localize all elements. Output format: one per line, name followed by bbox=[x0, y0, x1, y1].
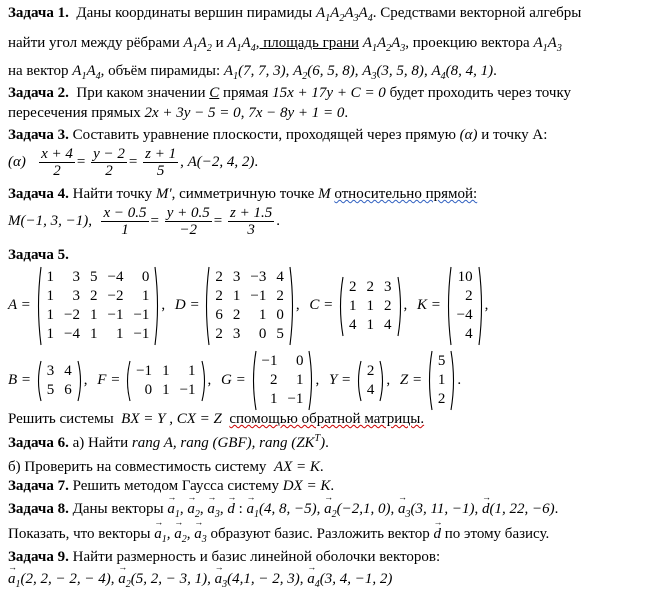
task6-line2: б) Проверить на совместимость систему AX = K. bbox=[8, 459, 324, 475]
var-c: C bbox=[209, 85, 220, 101]
matrix-g-label: G = bbox=[221, 371, 250, 388]
task4-line1 bbox=[8, 187, 477, 202]
task1-line3: на вектор $A_1A_4$, объём пирамиды: $A_1(7$, 7, 3), $A_2(6$, 5, 8), $A_3(3$, 5, 8), $A_4(8$, 4, 1). bbox=[8, 63, 497, 82]
matrix-c-cell: 3 bbox=[384, 278, 392, 295]
edge-a1a2: $A_1A_2$ bbox=[183, 35, 212, 54]
task7-text: Решить методом Гаусса систему bbox=[72, 478, 279, 494]
matrix-d-cell: −3 bbox=[250, 269, 267, 285]
matrix-a-cell: −1 bbox=[107, 307, 124, 323]
matrix-f-cell: −1 bbox=[136, 362, 153, 379]
task4-line2: M(−1, 3, −1), $\frac{x - 0.5}{1}$ = $\frac{y + 0.5}{-2}$ = $\frac{z + 1.5}{3}$ . bbox=[8, 205, 280, 238]
task6-rang-expr: rang A, rang (GBF), rang (ZK bbox=[131, 435, 315, 451]
t3-frac-x-den: 2 bbox=[53, 163, 61, 179]
matrix-a-cell: 5 bbox=[89, 269, 98, 285]
point-a2-coords: (6, 5, 8) bbox=[307, 63, 355, 79]
task2-line2: пересечения прямых 2x + 3y − 5 = 0, 7x − 8y + 1 = 0. bbox=[8, 105, 349, 121]
task1-text-b: . Средствами векторной алгебры bbox=[372, 5, 582, 21]
matrix-k-label: K = bbox=[417, 297, 445, 314]
task1-text-c: найти угол между рёбрами bbox=[8, 35, 180, 51]
matrix-a-cell: 1 bbox=[89, 307, 98, 323]
point-a3: $A_3(3$, 5, 8) bbox=[362, 63, 424, 82]
matrix-row2 bbox=[8, 350, 467, 411]
matrix-f-cell: −1 bbox=[179, 381, 196, 398]
task3-line2: (α) $\frac{x + 4}{2}$ = $\frac{y - 2}{2}$ = $\frac{z + 1}{5}$ , A(−2, 4, 2). bbox=[8, 146, 259, 179]
matrix-d-cell: 1 bbox=[258, 307, 267, 323]
task3-text: Составить уравнение плоскости, проходящей через прямую bbox=[72, 127, 456, 143]
matrix-g-cell: 2 bbox=[269, 372, 278, 388]
matrix-a-cell: −4 bbox=[107, 269, 124, 285]
matrix-k-cell: −4 bbox=[456, 307, 473, 323]
task7-expr: DX = K bbox=[282, 478, 331, 494]
task6-b-expr: AX = K bbox=[273, 459, 320, 475]
matrix-d-cell: −1 bbox=[250, 288, 267, 304]
matrix-a-cell: −2 bbox=[107, 288, 124, 304]
t3-frac-z-num: z + 1 bbox=[145, 146, 177, 162]
matrix-c-cell: 4 bbox=[384, 316, 392, 333]
matrix-y-cell: 4 bbox=[366, 381, 375, 398]
task2-text-d: пересечения прямых bbox=[8, 105, 141, 121]
matrix-c-cell: 1 bbox=[366, 297, 374, 314]
matrix-c: C = 2 2 3 1 1 2 4 1 4 , bbox=[309, 297, 417, 313]
matrix-c-label: C = bbox=[309, 297, 337, 314]
matrix-a-cell: 1 bbox=[46, 269, 55, 285]
task1-title: Задача 1. bbox=[8, 5, 69, 21]
matrix-a-cell: 3 bbox=[72, 288, 80, 304]
task2-title: Задача 2. bbox=[8, 85, 69, 101]
t3-frac-z-den: 5 bbox=[156, 163, 165, 179]
task7-line: Задача 7. Решить методом Гаусса систему DX = K. bbox=[8, 478, 335, 494]
task1-area-text: , площадь грани bbox=[255, 35, 360, 51]
t4-frac-z bbox=[228, 205, 274, 238]
matrix-f-cell: 1 bbox=[188, 362, 196, 379]
t9-vec-a4-coords: (3, 4, −1, 2) bbox=[319, 571, 393, 587]
matrix-b-cell: 6 bbox=[64, 381, 72, 398]
t8-vec-a1: → $a_1(4$, 8, −5) bbox=[246, 501, 316, 517]
alpha-label: (α) bbox=[8, 153, 26, 170]
task3-text-b: и точку A: bbox=[481, 127, 548, 143]
t3-point: A(−2, 4, 2) bbox=[187, 153, 255, 170]
task8-title: Задача 8. bbox=[8, 501, 69, 517]
t4-frac-z-den: 3 bbox=[247, 222, 255, 238]
matrix-z-label: Z = bbox=[399, 371, 426, 388]
matrix-y-label: Y = bbox=[328, 371, 355, 388]
matrix-z-cell: 1 bbox=[437, 372, 446, 388]
task5-solve-b: спомощью обратной матрицы. bbox=[229, 411, 425, 427]
matrix-a-cell: −2 bbox=[64, 307, 80, 323]
matrix-a-cell: 1 bbox=[89, 326, 98, 342]
point-a1: $A_1(7$, 7, 3) bbox=[223, 63, 286, 82]
matrix-c-cell: 1 bbox=[366, 316, 374, 333]
task9-text: Найти размерность и базис линейной оболочки векторов: bbox=[72, 549, 441, 565]
task5-title-line bbox=[8, 248, 69, 263]
task1-onvec: на вектор bbox=[8, 63, 69, 79]
matrix-g-cell: −1 bbox=[287, 391, 304, 407]
matrix-c-cell: 2 bbox=[366, 278, 374, 295]
matrix-z: Z = 5 1 2 . bbox=[400, 372, 467, 388]
matrix-d-cell: 2 bbox=[215, 326, 223, 342]
matrix-a-cell: 1 bbox=[46, 326, 55, 342]
task6-title: Задача 6. bbox=[8, 435, 69, 451]
matrix-k: K = 10 2 −4 4 , bbox=[417, 297, 494, 313]
matrix-g: G = −1 0 2 1 1 −1 , bbox=[221, 372, 329, 388]
matrix-c-cell: 2 bbox=[384, 297, 392, 314]
matrix-d-label: D = bbox=[174, 297, 204, 314]
matrix-d-cell: 2 bbox=[215, 269, 223, 285]
alpha-symbol: (α) bbox=[459, 127, 478, 143]
matrix-d-cell: 3 bbox=[232, 269, 241, 285]
matrix-k-cell: 10 bbox=[457, 269, 473, 285]
t3-frac-y bbox=[91, 146, 127, 179]
t4-point: M(−1, 3, −1), bbox=[8, 212, 92, 229]
task8-l2-b: образуют базис. Разложить вектор bbox=[210, 526, 430, 542]
t4-frac-x bbox=[101, 205, 148, 238]
task9-line2: → $a_1(2$, 2, − 2, − 4), → $a_2(5$, 2, − 3, 1), → $a_3(4,1$, − 2, 3), → $a_4(3$, 4, −1, 2) bbox=[8, 572, 392, 587]
task8-l2-c: по этому базису. bbox=[444, 526, 550, 542]
t4-frac-x-den: 1 bbox=[121, 222, 129, 238]
matrix-d-cell: 2 bbox=[215, 288, 223, 304]
t8-vec-a1-coords: (4, 8, −5) bbox=[258, 501, 317, 517]
matrix-a-cell: −1 bbox=[133, 307, 150, 323]
task2-text-c: будет проходить через точку bbox=[389, 85, 572, 101]
task5-title: Задача 5. bbox=[8, 247, 69, 263]
matrix-row1 bbox=[8, 266, 494, 346]
task5-solve-eq: BX = Y , CX = Z bbox=[121, 411, 222, 427]
eq-main: 15x + 17y + C = 0 bbox=[272, 85, 386, 101]
t3-frac-z bbox=[143, 146, 178, 179]
t8-vec-d: → d(1, 22, −6) bbox=[482, 501, 555, 517]
matrix-f-cell: 1 bbox=[162, 362, 170, 379]
matrix-d: D = 2 3 −3 4 2 1 −1 2 6 2 1 0 2 3 0 5 , bbox=[175, 297, 309, 313]
point-a2: $A_2(6$, 5, 8) bbox=[293, 63, 355, 82]
matrix-a-cell: 2 bbox=[89, 288, 98, 304]
t4-frac-y-den: −2 bbox=[179, 222, 198, 238]
point-m-prime: M′ bbox=[155, 186, 172, 202]
matrix-d-cell: 4 bbox=[276, 269, 284, 285]
t3-frac-x-num: x + 4 bbox=[41, 146, 73, 162]
matrix-a-cell: 1 bbox=[46, 288, 55, 304]
t9-vec-a1-coords: (2, 2, − 2, − 4) bbox=[20, 571, 111, 587]
point-a4-coords: (8, 4, 1) bbox=[445, 63, 494, 79]
t9-vec-a1: → $a_1(2$, 2, − 2, − 4) bbox=[8, 571, 111, 587]
matrix-a-cell: −4 bbox=[64, 326, 80, 342]
matrix-y: Y = 2 4 , bbox=[329, 372, 400, 388]
task9-title: Задача 9. bbox=[8, 549, 69, 565]
point-a4: $A_4(8$, 4, 1) bbox=[431, 63, 494, 82]
matrix-b-cell: 5 bbox=[46, 381, 55, 398]
task6-a: а) Найти bbox=[72, 435, 129, 451]
pyramid-name: $A_1A_2A_3A_4$ bbox=[316, 5, 373, 24]
matrix-c-cell: 2 bbox=[349, 278, 357, 295]
matrix-a: A = 1 3 5 −4 0 1 3 2 −2 1 1 −2 1 −1 −1 1 −4 1 1 −1 , bbox=[8, 297, 175, 313]
task8-line1: Задача 8. Даны векторы → $a_1$, → $a_2$, → $a_3$, → d : → $a_1(4$, 8, −5), → $a_2(-2,1$, 0), → $a_3(3$, 11, −1), → d(1, 22, −6). bbox=[8, 502, 558, 517]
matrix-a-cell: 0 bbox=[141, 269, 150, 285]
task9-line1 bbox=[8, 550, 440, 565]
task1-text-a: Даны координаты вершин пирамиды bbox=[76, 5, 313, 21]
matrix-y-cell: 2 bbox=[366, 362, 375, 379]
task4-text: Найти точку bbox=[72, 186, 153, 202]
matrix-d-cell: 0 bbox=[276, 307, 284, 323]
face-a1a2a3: $A_1A_2A_3$ bbox=[362, 35, 406, 54]
matrix-f-cell: 1 bbox=[162, 381, 170, 398]
task1-volume: , объём пирамиды: bbox=[100, 63, 221, 79]
t4-frac-y bbox=[165, 205, 212, 238]
matrix-c-cell: 4 bbox=[349, 316, 357, 333]
matrix-b: B = 3 4 5 6 , bbox=[8, 372, 97, 388]
t3-frac-y-den: 2 bbox=[105, 163, 113, 179]
matrix-d-cell: 0 bbox=[258, 326, 267, 342]
edge-a1a4: $A_1A_4$ bbox=[227, 35, 256, 54]
t8-vec-a2: → $a_2(-2,1$, 0) bbox=[324, 501, 390, 517]
matrix-k-cell: 2 bbox=[465, 288, 473, 304]
matrix-g-cell: 1 bbox=[295, 372, 304, 388]
task1-line2 bbox=[8, 35, 562, 54]
matrix-a-cell: 3 bbox=[72, 269, 80, 285]
t8-vec-a2-coords: (−2,1, 0) bbox=[336, 501, 391, 517]
matrix-c-cell: 1 bbox=[349, 297, 357, 314]
matrix-g-cell: −1 bbox=[261, 353, 278, 369]
t8-vec-d-coords: (1, 22, −6) bbox=[489, 501, 555, 517]
matrix-a-cell: −1 bbox=[133, 326, 150, 342]
task6-rang-sup: T bbox=[314, 433, 321, 444]
matrix-a-cell: 1 bbox=[46, 307, 55, 323]
task6-b: б) Проверить на совместимость систему bbox=[8, 459, 267, 475]
task4-title: Задача 4. bbox=[8, 186, 69, 202]
matrix-f-cell: 0 bbox=[144, 381, 153, 398]
matrix-a-cell: 1 bbox=[115, 326, 124, 342]
matrix-d-cell: 1 bbox=[232, 288, 241, 304]
task7-title: Задача 7. bbox=[8, 478, 69, 494]
t9-vec-a3: → $a_3(4,1$, − 2, 3) bbox=[215, 571, 300, 587]
task8-line2: Показать, что векторы → $a_1$, → $a_2$, → $a_3$ образуют базис. Разложить вектор → d по этому базису. bbox=[8, 527, 549, 542]
point-m: M bbox=[318, 186, 331, 202]
matrix-a-cell: 1 bbox=[141, 288, 150, 304]
task5-solve-a: Решить системы bbox=[8, 411, 114, 427]
task6-rang: rang A, rang (GBF), rang $(ZK^T)$ bbox=[131, 433, 326, 451]
task1-proj: , проекцию вектора bbox=[405, 35, 530, 51]
t9-vec-a2: → $a_2(5$, 2, − 3, 1) bbox=[118, 571, 207, 587]
point-a1-coords: (7, 7, 3) bbox=[238, 63, 286, 79]
t4-frac-x-num: x − 0.5 bbox=[103, 205, 147, 221]
t9-vec-a2-coords: (5, 2, − 3, 1) bbox=[130, 571, 208, 587]
t3-frac-x bbox=[39, 146, 75, 179]
matrix-g-cell: 0 bbox=[295, 353, 304, 369]
task4-text-b: , симметричную точке bbox=[171, 186, 315, 202]
matrix-b-cell: 3 bbox=[46, 362, 55, 379]
matrix-d-cell: 2 bbox=[276, 288, 284, 304]
matrix-z-cell: 2 bbox=[437, 391, 446, 407]
task8-text: Даны векторы bbox=[72, 501, 164, 517]
t8-vec-a3-coords: (3, 11, −1) bbox=[410, 501, 475, 517]
task5-solve-line bbox=[8, 412, 424, 427]
t8-vec-a3: → $a_3(3$, 11, −1) bbox=[398, 501, 475, 517]
matrix-b-cell: 4 bbox=[64, 362, 72, 379]
t4-frac-y-num: y + 0.5 bbox=[166, 205, 210, 221]
task1-and: и bbox=[215, 35, 224, 51]
point-a3-coords: (3, 5, 8) bbox=[376, 63, 424, 79]
task8-l2-a: Показать, что векторы bbox=[8, 526, 151, 542]
task6-line1: Задача 6. а) Найти rang A, rang (GBF), rang $(ZK^T)$. bbox=[8, 433, 329, 451]
eq-line1: 2x + 3y − 5 = 0 bbox=[144, 105, 241, 121]
matrix-d-cell: 6 bbox=[215, 307, 223, 323]
matrix-a-label: A = bbox=[8, 297, 35, 314]
task2-text-a: При каком значении bbox=[76, 85, 206, 101]
task2-text-b: прямая bbox=[223, 85, 269, 101]
eq-line2: 7x − 8y + 1 = 0 bbox=[248, 105, 345, 121]
matrix-g-cell: 1 bbox=[269, 391, 278, 407]
matrix-f-label: F = bbox=[97, 371, 125, 388]
matrix-k-cell: 4 bbox=[465, 326, 473, 342]
t9-vec-a4: → $a_4(3$, 4, −1, 2) bbox=[307, 571, 392, 587]
matrix-d-cell: 5 bbox=[276, 326, 284, 342]
vector-a1a3: $A_1A_3$ bbox=[533, 35, 562, 54]
matrix-d-cell: 2 bbox=[232, 307, 241, 323]
task1-area bbox=[256, 35, 359, 51]
task3-line1 bbox=[8, 128, 547, 143]
vector-a1a4: $A_1A_4$ bbox=[72, 63, 101, 82]
matrix-d-cell: 3 bbox=[232, 326, 241, 342]
matrix-z-cell: 5 bbox=[437, 353, 446, 369]
t3-frac-y-num: y − 2 bbox=[93, 146, 125, 162]
task1-line1 bbox=[8, 5, 582, 24]
matrix-f: F = −1 1 1 0 1 −1 , bbox=[97, 372, 221, 388]
task4-text-c: относительно прямой: bbox=[334, 186, 478, 202]
task3-title: Задача 3. bbox=[8, 127, 69, 143]
t9-vec-a3-coords: (4,1, − 2, 3) bbox=[227, 571, 300, 587]
t4-frac-z-num: z + 1.5 bbox=[229, 205, 273, 221]
task2-line1 bbox=[8, 86, 571, 101]
matrix-b-label: B = bbox=[8, 371, 35, 388]
